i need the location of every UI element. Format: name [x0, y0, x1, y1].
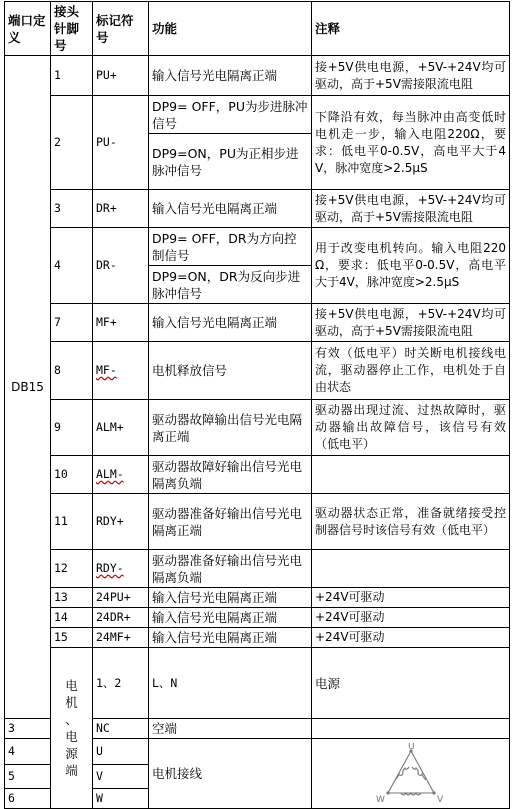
function-cell: 驱动器准备好输出信号光电隔离正端 [149, 494, 312, 550]
function-cell: 输入信号光电隔离正端 [149, 588, 312, 608]
mark-cell: U [93, 739, 149, 765]
function-cell: 输入信号光电隔离正端 [149, 56, 312, 96]
node-v [432, 791, 435, 794]
header-note: 注释 [312, 2, 510, 56]
function-cell: 输入信号光电隔离正端 [149, 608, 312, 628]
pin-cell: 4 [5, 739, 51, 765]
table-row [5, 228, 510, 266]
mark-cell: W [93, 789, 149, 809]
function-cell: DP9= OFF，DR为方向控制信号 [149, 228, 312, 266]
pin-cell: 11 [51, 494, 93, 550]
table-row [5, 456, 510, 494]
table-row [5, 56, 510, 96]
pin-cell: 14 [51, 608, 93, 628]
header-pin: 接头针脚号 [51, 2, 93, 56]
table-row [5, 588, 510, 608]
mark-cell: 24MF+ [93, 628, 149, 648]
delta-outline [388, 751, 434, 793]
mark-cell: ALM- [96, 467, 124, 481]
pin-cell: 1、2 [93, 648, 149, 719]
table-row [5, 400, 510, 456]
pin-cell: 4 [51, 228, 93, 304]
mark-cell: RDY- [96, 561, 124, 575]
note-cell: +24V可驱动 [312, 628, 510, 648]
pin-cell: 13 [51, 588, 93, 608]
table-row [5, 628, 510, 648]
port-motor-power: 电 机 、 电 源 端 [51, 648, 93, 809]
mark-cell: DR- [93, 228, 149, 304]
pin-cell: 8 [51, 342, 93, 400]
pin-cell: 15 [51, 628, 93, 648]
function-cell: 输入信号光电隔离正端 [149, 190, 312, 228]
header-port: 端口定义 [5, 2, 51, 56]
function-cell: 输入信号光电隔离正端 [149, 628, 312, 648]
note-cell: 有效（低电平）时关断电机接线电流，驱动器停止工作，电机处于自由状态 [312, 342, 510, 400]
label-u: U [407, 742, 415, 752]
pin-cell: 2 [51, 96, 93, 190]
mark-cell: PU- [93, 96, 149, 190]
note-cell [312, 550, 510, 588]
pin-definition-table [4, 1, 510, 809]
label-v: V [436, 794, 443, 805]
table-row [5, 96, 510, 134]
mark-cell: RDY+ [93, 494, 149, 550]
mark-cell: L、N [149, 648, 312, 719]
header-mark: 标记符号 [93, 2, 149, 56]
header-function: 功能 [149, 2, 312, 56]
function-cell: DP9=ON，PU为正相步进脉冲信号 [149, 134, 312, 190]
note-cell: +24V可驱动 [312, 608, 510, 628]
function-cell: 驱动器故障好输出信号光电隔离负端 [149, 456, 312, 494]
function-cell: DP9=ON，DR为反向步进脉冲信号 [149, 266, 312, 304]
mark-cell: ALM+ [93, 400, 149, 456]
coil-left [395, 767, 409, 780]
pin-cell: 3 [5, 719, 51, 739]
mark-cell: MF- [96, 363, 117, 377]
note-cell: 用于改变电机转向。输入电阻220Ω，要求：低电平0-0.5V，高电平大于4V，脉冲宽度>2.5μS [312, 228, 510, 304]
table-row [5, 342, 510, 400]
function-cell: DP9= OFF，PU为步进脉冲信号 [149, 96, 312, 134]
mark-cell: 24PU+ [93, 588, 149, 608]
mark-cell: PU+ [93, 56, 149, 96]
table-row [5, 304, 510, 342]
function-cell: 电机释放信号 [149, 342, 312, 400]
label-w: W [375, 794, 385, 805]
mark-cell: MF+ [93, 304, 149, 342]
note-cell: 驱动器出现过流、过热故障时，驱动器输出故障信号，该信号有效（低电平） [312, 400, 510, 456]
note-cell: 下降沿有效，每当脉冲由高变低时电机走一步，输入电阻220Ω，要求：低电平0-0.5V，高电平大于4V，脉冲宽度>2.5μS [312, 96, 510, 190]
table-row [5, 550, 510, 588]
table-row [5, 648, 510, 719]
function-cell: 输入信号光电隔离正端 [149, 304, 312, 342]
pin-cell: 6 [5, 789, 51, 809]
note-cell [312, 456, 510, 494]
function-cell: 电源 [312, 648, 510, 719]
motor-wiring-diagram-cell [312, 739, 510, 809]
pin-cell: 5 [5, 765, 51, 789]
pin-cell: 9 [51, 400, 93, 456]
node-w [386, 791, 389, 794]
motor-wiring-function: 电机接线 [149, 739, 312, 809]
table-row [5, 494, 510, 550]
note-cell: 驱动器状态正常，准备就绪接受控制器信号时该信号有效（低电平） [312, 494, 510, 550]
note-cell [312, 719, 510, 739]
header-row [5, 2, 510, 56]
function-cell: 驱动器准备好输出信号光电隔离负端 [149, 550, 312, 588]
note-cell: 接+5V供电电源，+5V-+24V均可驱动，高于+5V需接限流电阻 [312, 56, 510, 96]
pin-cell: 3 [51, 190, 93, 228]
motor-delta-diagram [368, 743, 454, 805]
pin-cell: 10 [51, 456, 93, 494]
mark-cell: DR+ [93, 190, 149, 228]
pin-cell: 12 [51, 550, 93, 588]
table-row [5, 190, 510, 228]
note-cell: +24V可驱动 [312, 588, 510, 608]
mark-cell: V [93, 765, 149, 789]
pin-cell: 7 [51, 304, 93, 342]
mark-cell: NC [93, 719, 149, 739]
pin-cell: 1 [51, 56, 93, 96]
note-cell: 接+5V供电电源，+5V-+24V均可驱动，高于+5V需接限流电阻 [312, 304, 510, 342]
mark-cell: 24DR+ [93, 608, 149, 628]
port-db15: DB15 [5, 56, 51, 719]
table-row [5, 608, 510, 628]
function-cell: 空端 [149, 719, 312, 739]
note-cell: 接+5V供电电源，+5V-+24V均可驱动，高于+5V需接限流电阻 [312, 190, 510, 228]
function-cell: 驱动器故障输出信号光电隔离正端 [149, 400, 312, 456]
